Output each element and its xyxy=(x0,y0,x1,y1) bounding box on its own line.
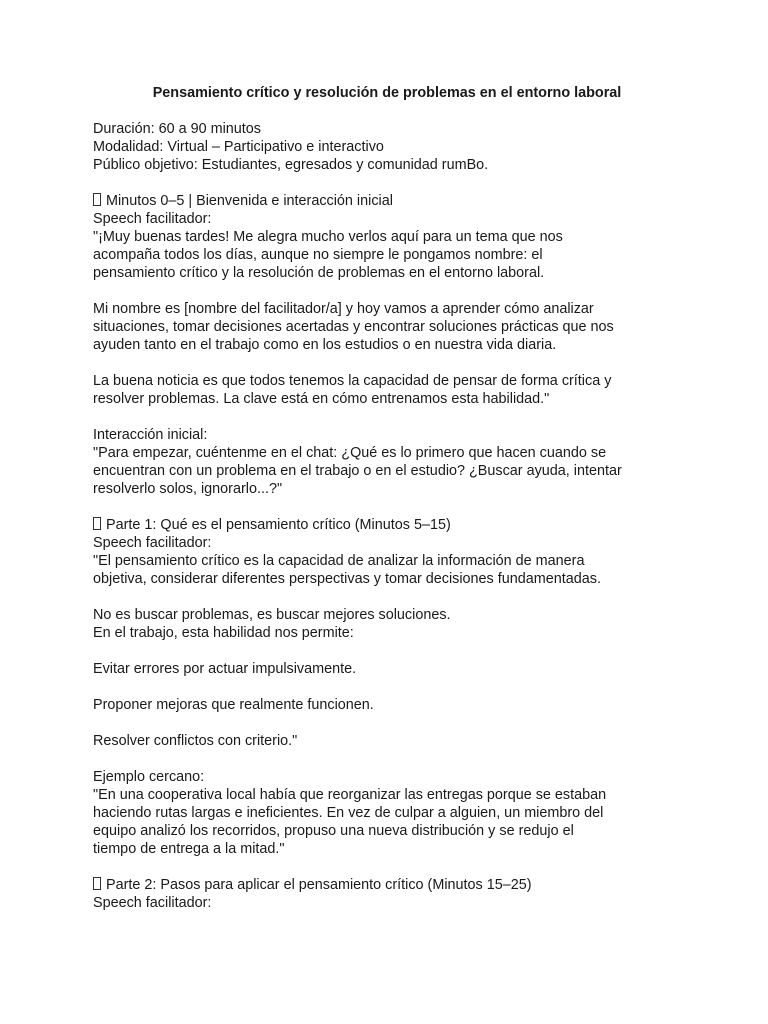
section-heading: Parte 2: Pasos para aplicar el pensamiento crítico (Minutos 15–25) xyxy=(93,876,693,894)
paragraph-line: La buena noticia es que todos tenemos la capacidad de pensar de forma crítica y xyxy=(93,373,612,389)
interaction-label: Interacción inicial: xyxy=(93,427,208,443)
section-heading: Minutos 0–5 | Bienvenida e interacción inicial xyxy=(93,192,693,210)
paragraph-line: "Para empezar, cuéntenme en el chat: ¿Qué es lo primero que hacen cuando se xyxy=(93,445,607,461)
list-item: Proponer mejoras que realmente funcionen. xyxy=(93,697,374,713)
audience-line: Público objetivo: Estudiantes, egresados y comunidad rumBo. xyxy=(93,157,489,173)
paragraph-line: Mi nombre es [nombre del facilitador/a] y hoy vamos a aprender cómo analizar xyxy=(93,301,594,317)
section-heading: Parte 1: Qué es el pensamiento crítico (Minutos 5–15) xyxy=(93,516,693,534)
speech-label: Speech facilitador: xyxy=(93,535,212,551)
paragraph-line: En el trabajo, esta habilidad nos permite: xyxy=(93,625,354,641)
missing-glyph-icon xyxy=(93,193,101,206)
paragraph-line: resolverlo solos, ignorarlo...?" xyxy=(93,481,283,497)
example-label: Ejemplo cercano: xyxy=(93,769,205,785)
paragraph-line: tiempo de entrega a la mitad." xyxy=(93,841,285,857)
document-body xyxy=(93,84,693,912)
paragraph-line: encuentran con un problema en el trabajo o en el estudio? ¿Buscar ayuda, intentar xyxy=(93,463,622,479)
paragraph-line: pensamiento crítico y la resolución de problemas en el entorno laboral. xyxy=(93,265,545,281)
paragraph-line: acompaña todos los días, aunque no siempre le pongamos nombre: el xyxy=(93,247,543,263)
paragraph-line: ayuden tanto en el trabajo como en los estudios o en nuestra vida diaria. xyxy=(93,337,557,353)
list-item: Resolver conflictos con criterio." xyxy=(93,733,298,749)
speech-label: Speech facilitador: xyxy=(93,211,212,227)
speech-label: Speech facilitador: xyxy=(93,895,212,911)
paragraph-line: objetiva, considerar diferentes perspectivas y tomar decisiones fundamentadas. xyxy=(93,571,601,587)
missing-glyph-icon xyxy=(93,517,101,530)
paragraph-line: "En una cooperativa local había que reorganizar las entregas porque se estaban xyxy=(93,787,607,803)
duration-line: Duración: 60 a 90 minutos xyxy=(93,121,261,137)
paragraph-line: haciendo rutas largas e ineficientes. En vez de culpar a alguien, un miembro del xyxy=(93,805,604,821)
paragraph-line: situaciones, tomar decisiones acertadas y encontrar soluciones prácticas que nos xyxy=(93,319,614,335)
missing-glyph-icon xyxy=(93,877,101,890)
paragraph-line: resolver problemas. La clave está en cómo entrenamos esta habilidad." xyxy=(93,391,550,407)
list-item: Evitar errores por actuar impulsivamente. xyxy=(93,661,357,677)
paragraph-line: "¡Muy buenas tardes! Me alegra mucho verlos aquí para un tema que nos xyxy=(93,229,563,245)
paragraph-line: No es buscar problemas, es buscar mejores soluciones. xyxy=(93,607,451,623)
paragraph-line: equipo analizó los recorridos, propuso una nueva distribución y se redujo el xyxy=(93,823,574,839)
document-title: Pensamiento crítico y resolución de problemas en el entorno laboral xyxy=(152,85,622,101)
modality-line: Modalidad: Virtual – Participativo e interactivo xyxy=(93,139,384,155)
paragraph-line: "El pensamiento crítico es la capacidad de analizar la información de manera xyxy=(93,553,585,569)
